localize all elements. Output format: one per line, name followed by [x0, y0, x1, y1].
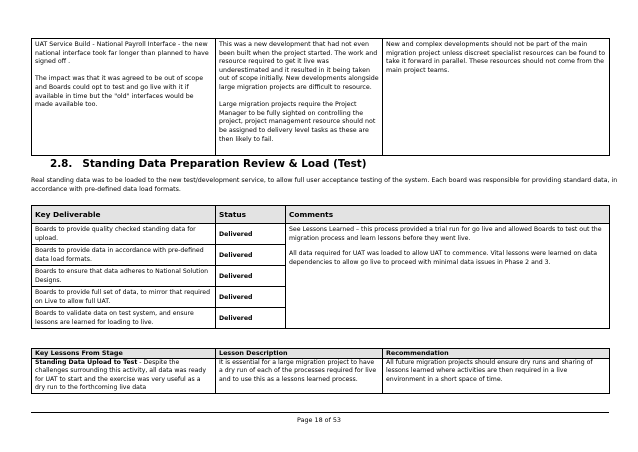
header-stage: Key Lessons From Stage	[32, 349, 216, 359]
section-title: Standing Data Preparation Review & Load (Test)	[82, 158, 367, 170]
issue-impact-text: The impact was that it was agreed to be out of scope and Boards could opt to test and go live with it if available in time but the "old" interfaces would be made available too.	[35, 75, 204, 109]
page-number: Page 18 of 53	[297, 416, 341, 424]
comment-text: See Lessons Learned – this process provided a trial run for go live and allowed Boards to test out the migration process and learn lessons before they went live.	[289, 226, 602, 242]
section-number: 2.8.	[50, 158, 73, 170]
status-cell: Delivered	[216, 245, 286, 266]
issue-text: UAT Service Build - National Payroll Interface - the new national interface took far longer than planned to have signed off .	[35, 41, 209, 66]
description-cell	[216, 39, 383, 156]
deliverables-table	[31, 205, 610, 329]
status-cell: Delivered	[216, 224, 286, 245]
table-header-row	[32, 206, 610, 224]
section-heading	[50, 158, 367, 170]
description-text: This was a new development that had not even been built when the project started. The work and resource required to get it live was underestimated and it resulted in it being taken out of scope initially. New developments alongside large migration projects are difficult to resource.	[219, 41, 379, 91]
status-cell: Delivered	[216, 308, 286, 329]
header-description: Lesson Description	[216, 349, 383, 359]
description-text-2: Large migration projects require the Project Manager to be fully sighted on controlling the project, project management resource should not be assigned to delivery level tasks as these are then likely to fail.	[219, 101, 376, 143]
lesson-description-cell: It is essential for a large migration project to have a dry run of each of the processes required for live and to use this as a lessons learned process.	[216, 359, 383, 394]
table-row	[32, 39, 610, 156]
section-intro: Real standing data was to be loaded to the new test/development service, to allow full user acceptance testing of the system. Each board was responsible for providing standard data, in accordance with pre-defined data load formats.	[31, 177, 618, 193]
stage-text: - Despite the challenges surrounding this activity, all data was ready for UAT to start and the exercise was very useful as a dry run to the forthcoming live data	[35, 359, 207, 392]
footer-divider	[31, 412, 609, 413]
table-header-row	[32, 349, 610, 359]
status-cell: Delivered	[216, 266, 286, 287]
lesson-recommendation-cell: All future migration projects should ensure dry runs and sharing of lessons learned where activities are then required in a live environment in a short space of time.	[383, 359, 610, 394]
comments-cell	[286, 224, 610, 329]
header-recommendation: Recommendation	[383, 349, 610, 359]
deliverable-cell: Boards to provide full set of data, to mirror that required on Live to allow full UAT.	[32, 287, 216, 308]
deliverable-cell: Boards to validate data on test system, and ensure lessons are learned for loading to live.	[32, 308, 216, 329]
recommendation-cell	[383, 39, 610, 156]
recommendation-text: New and complex developments should not be part of the main migration project unless discreet specialist resources can be found to take it forward in parallel. These resources should not come from the main project teams.	[386, 41, 606, 74]
deliverable-cell: Boards to provide quality checked standing data for upload.	[32, 224, 216, 245]
table-row	[32, 359, 610, 394]
deliverable-cell: Boards to ensure that data adheres to National Solution Designs.	[32, 266, 216, 287]
table-row	[32, 224, 610, 245]
header-status: Status	[216, 206, 286, 224]
deliverable-cell: Boards to provide data in accordance with pre-defined data load formats.	[32, 245, 216, 266]
stage-title: Standing Data Upload to Test	[35, 359, 138, 366]
issue-cell	[32, 39, 216, 156]
header-deliverable: Key Deliverable	[32, 206, 216, 224]
comment-text-2: All data required for UAT was loaded to allow UAT to commence. Vital lessons were learned on data dependencies to allow go live to proceed with minimal data issues in Phase 2 and 3.	[289, 250, 598, 266]
lessons-continuation-table	[31, 38, 610, 156]
key-lessons-table	[31, 348, 610, 394]
header-comments: Comments	[286, 206, 610, 224]
stage-cell	[32, 359, 216, 394]
status-cell: Delivered	[216, 287, 286, 308]
